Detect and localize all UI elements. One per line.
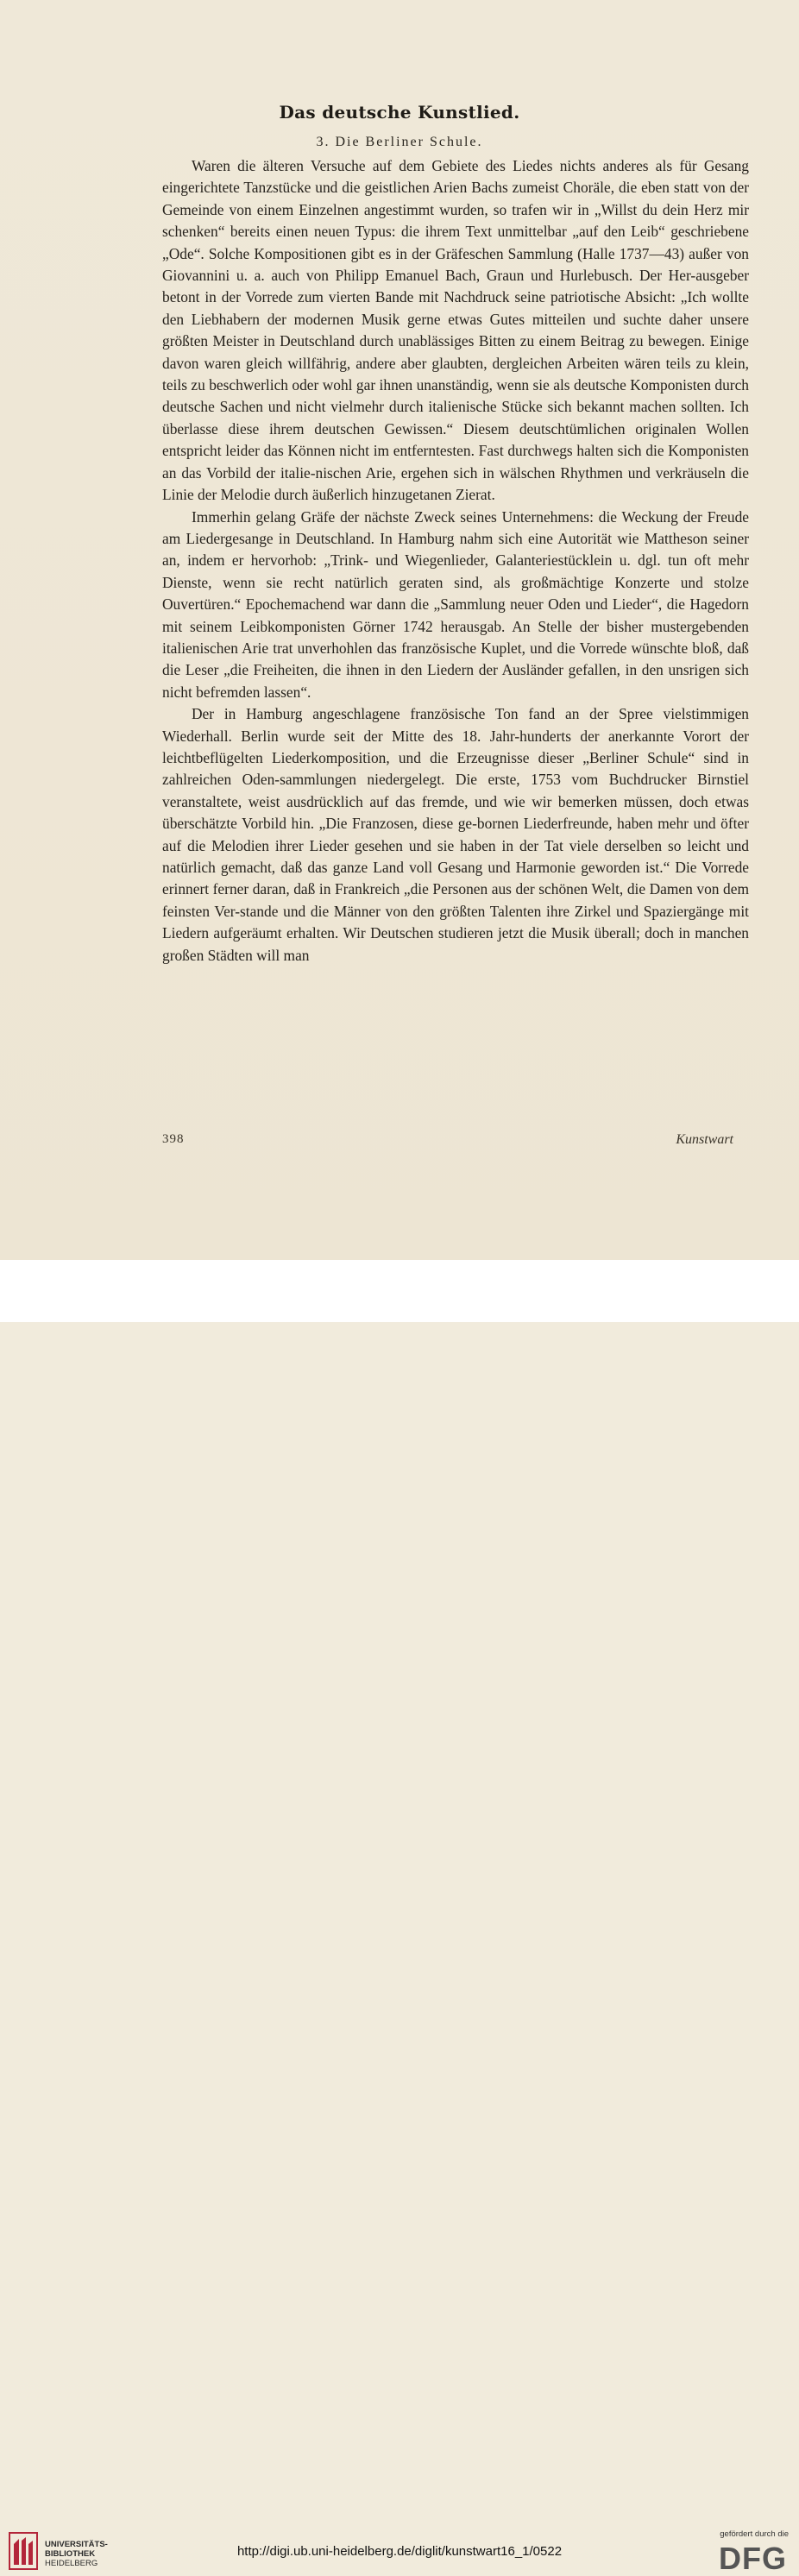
- article-title: Das deutsche Kunstlied.: [279, 102, 520, 123]
- library-name-line-2: BIBLIOTHEK: [45, 2549, 96, 2559]
- scanned-page: [0, 0, 799, 1260]
- page-number: 398: [162, 1132, 185, 1146]
- dfg-logo: DFG: [719, 2541, 787, 2576]
- funding-caption: gefördert durch die: [720, 2529, 789, 2539]
- paragraph-2: Immerhin gelang Gräfe der nächste Zweck seines Unternehmens: die Weckung der Freude am Liedergesange in Deutschland. In Hamburg nahm sich eine Autorität wie Mattheson seiner an, indem er hervorhob: „Trink- und Wiegenlieder, Galanteriestücklein u. dgl. tun oft mehr Dienste, wenn sie recht natürlich geraten sind, als großmächtige Konzerte und stolze Ouvertüren.“ Epochemachend war dann die „Sammlung neuer Oden und Lieder“, die Hagedorn mit seinem Leibkomponisten Görner 1742 herausgab. An Stelle der bisher mustergebenden italienischen Arie trat unverhohlen das französische Kuplet, und die Vorrede wünschte bloß, daß die Leser „die Freiheiten, die ihnen in den Liedern der Ausländer gefallen, in den unsrigen sich nicht befremden lassen“.: [162, 507, 749, 701]
- running-footer: Kunstwart: [676, 1132, 733, 1147]
- paragraph-1: Waren die älteren Versuche auf dem Gebiete des Liedes nichts anderes als für Gesang eingerichtete Tanzstücke und die geistlichen Arien Bachs zumeist Choräle, die eben statt von der Gemeinde von einem Einzelnen angestimmt wurden, so trafen wir in „Willst du dein Herz mir schenken“ bereits einen neuen Typus: die ihrem Text unmittelbar „auf den Leib“ geschriebene „Ode“. Solche Kompositionen gibt es in der Gräfeschen Sammlung (Halle 1737—43) außer von Giovannini u. a. auch von Philipp Emanuel Bach, Graun und Hurlebusch. Der Her-ausgeber betont in der Vorrede zum vierten Bande mit Nachdruck seine patriotische Absicht: „Ich wollte den Liebhabern der modernen Musik gerne etwas Gutes mitteilen und suchte daher unsere größten Meister in Deutschland durch unablässiges Bitten zu einem Beitrag zu bewegen. Einige davon waren gleich willfährig, andere aber glaubten, dergleichen Arbeiten wären teils zu klein, teils zu beschwerlich oder wohl gar ihnen unanständig, wenn sie als deutsche Komponisten durch deutsche Sachen und nicht vielmehr durch italienische Stücke sich bekannt machen sollten. Ich überlasse diese ihrem deutschen Gewissen.“ Diesem deutschtümlichen originalen Wollen entspricht leider das Können nicht im entferntesten. Fast durchwegs halten sich die Komponisten an das Vorbild der italie-nischen Arie, ergehen sich in wälschen Rhythmen und verkräuseln die Linie der Melodie durch äußerlich hinzugetanen Zierat.: [162, 157, 749, 504]
- library-name-line-1: UNIVERSITÄTS-: [45, 2540, 108, 2549]
- permalink-url[interactable]: http://digi.ub.uni-heidelberg.de/diglit/kunstwart16_1/0522: [236, 2544, 563, 2559]
- section-heading: 3. Die Berliner Schule.: [316, 135, 483, 149]
- library-name-line-3: HEIDELBERG: [45, 2559, 98, 2568]
- viewer-footer-bar: [0, 1260, 799, 2576]
- article-body: [162, 155, 749, 967]
- paragraph-3: Der in Hamburg angeschlagene französische Ton fand an der Spree vielstimmigen Wiederhall. Berlin wurde seit der Mitte des 18. Jahr-hunderts der anerkannte Vorort der leichtbeflügelten Liederkomposition, und die Erzeugnisse dieser „Berliner Schule“ sind in zahlreichen Oden-sammlungen niedergelegt. Die erste, 1753 vom Buchdrucker Birnstiel veranstaltete, weist ausdrücklich auf das fremde, und wie wir bemerken müssen, doch etwas überschätzte Vorbild hin. „Die Franzosen, diese ge-bornen Liederfreunde, haben mehr und öfter auf die Melodien ihrer Lieder gesehen und sie haben in der Tat viele derselben so leicht und natürlich gemacht, daß das ganze Land voll Gesang und Harmonie geworden ist.“ Die Vorrede erinnert ferner daran, daß in Frankreich „die Personen aus der schönen Welt, die Damen von dem feinsten Ver-stande und die Männer von den größten Talenten ihre Zirkel und Spaziergänge mit Liedern aufgeräumt erhalten. Wir Deutschen studieren jetzt die Musik überall; doch in manchen großen Städten will man: [162, 705, 749, 964]
